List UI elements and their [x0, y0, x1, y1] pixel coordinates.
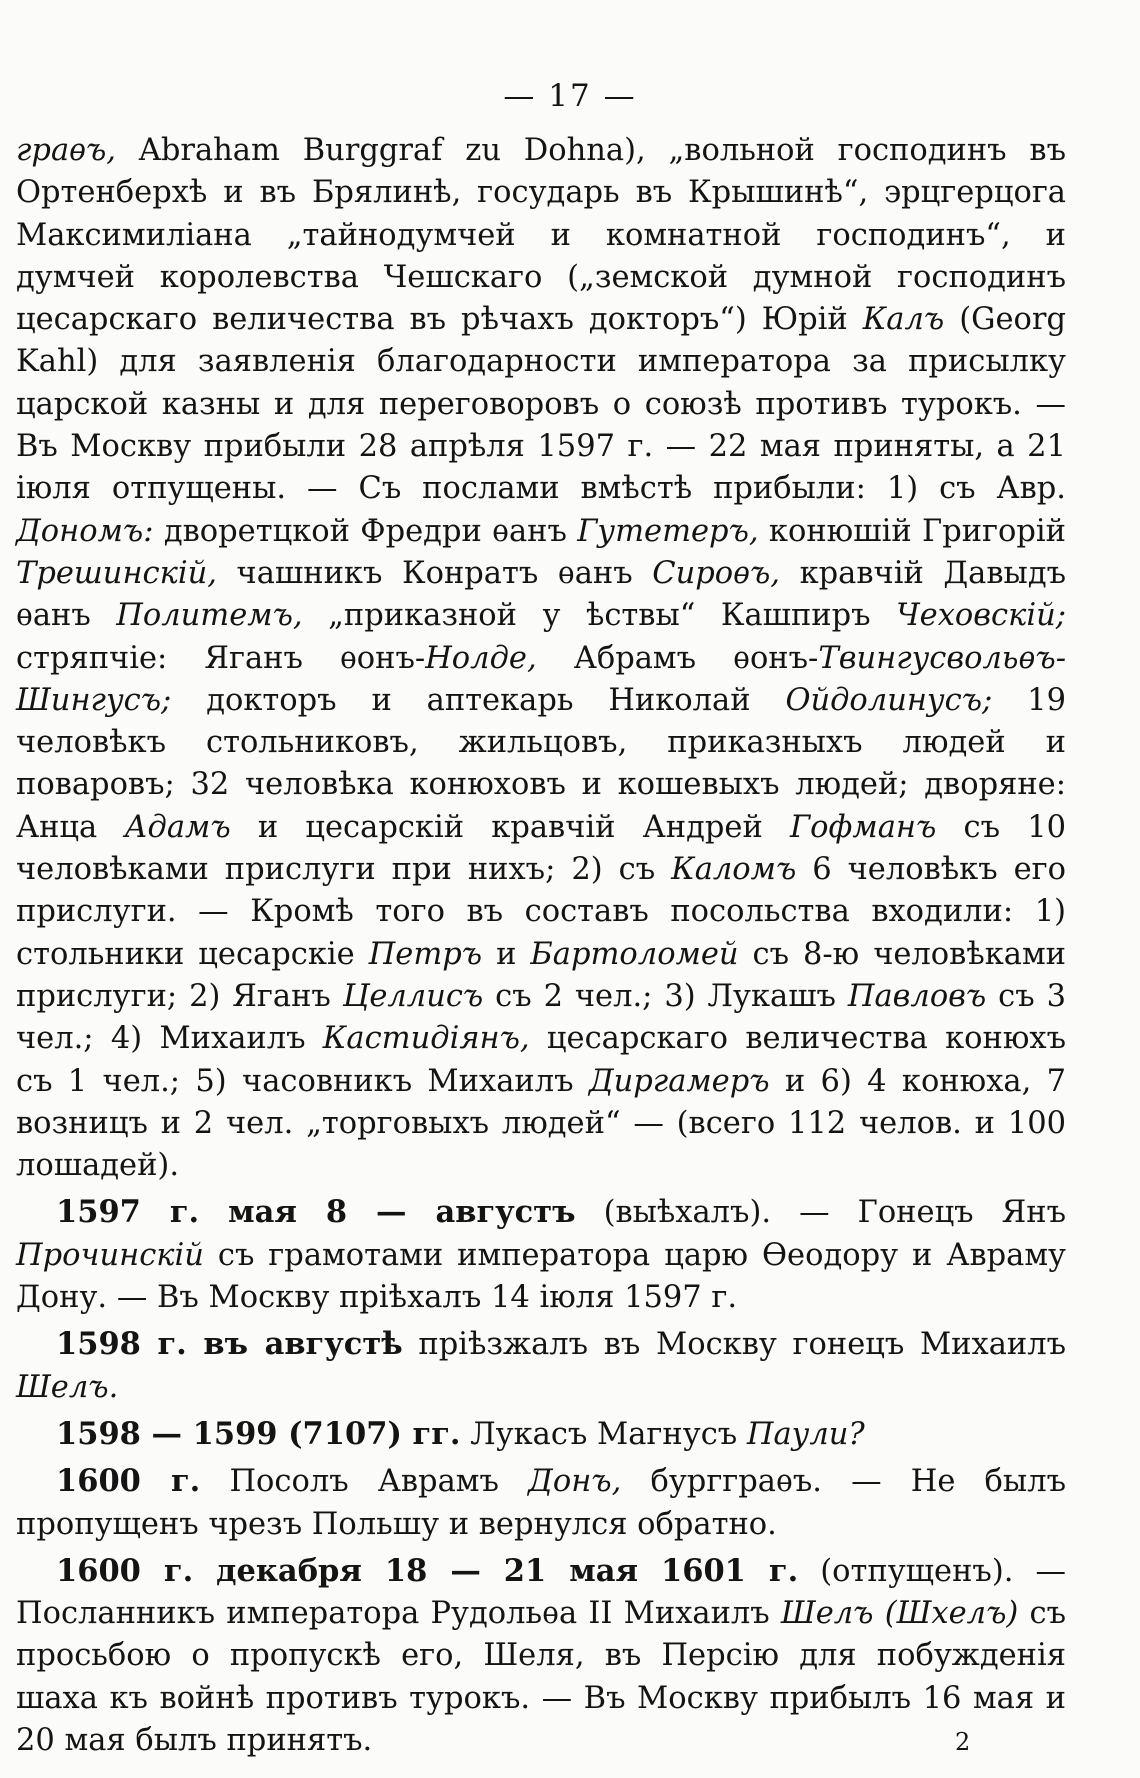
italic-name: Донъ, [528, 1464, 622, 1500]
text-run: (выѣхалъ). — Гонецъ Янъ [575, 1195, 1066, 1231]
italic-name: Политемъ, [116, 598, 303, 634]
italic-name: Адамъ [124, 809, 231, 845]
italic-name: Бартоломей [530, 936, 739, 972]
text-run: цесарскаго величества конюхъ съ 1 чел.; 5) часовникъ Михаилъ [16, 1021, 1066, 1099]
text-run: Abraham Burggraf zu Dohna), „вольной господинъ въ Ортенберхѣ и въ Брялинѣ, государь въ Крышинѣ“, эрцгерцога Максимиліана „тайнодумчей и комнатной господинъ“, и думчей королевства Чешскаго („земской думной господинъ цесарскаго величества въ рѣчахъ докторъ“) Юрій [16, 133, 1066, 338]
italic-name: Чеховскій; [896, 598, 1066, 634]
italic-name: Каломъ [671, 852, 797, 888]
page-number: — 17 — [503, 78, 637, 114]
text-run: съ 10 человѣками прислуги при нихъ; 2) съ [16, 809, 1067, 888]
chronicle-entry [16, 1550, 1066, 1762]
italic-name: Дономъ: [16, 513, 154, 549]
text-run: и [482, 936, 531, 972]
chronicle-entry [16, 1460, 1066, 1546]
text-run: Абрамъ ѳонъ- [536, 640, 819, 676]
date-heading: 1600 г. декабря 18 — 21 мая 1601 г. [56, 1552, 799, 1589]
italic-name: Шелъ. [16, 1369, 119, 1405]
text-run: 19 человѣкъ стольниковъ, жильцовъ, приказныхъ людей и поваровъ; 32 человѣка конюховъ и кошевыхъ людей; дворяне: Анца [16, 682, 1066, 845]
text-run: „приказной у ѣствы“ Кашпиръ [302, 598, 897, 634]
italic-name: Гофманъ [789, 809, 937, 845]
text-run: чашникъ Конратъ ѳанъ [216, 555, 653, 591]
italic-name: Кастидіянъ, [322, 1021, 530, 1057]
date-heading: 1598 г. въ августѣ [56, 1326, 403, 1363]
text-run: и цесарскій кравчій Андрей [230, 809, 790, 845]
italic-name: Шелъ (Шхелъ) [780, 1596, 1019, 1632]
text-run: съ 2 чел.; 3) Лукашъ [483, 978, 848, 1014]
date-heading: 1600 г. [56, 1463, 201, 1500]
text-run: Посолъ Аврамъ [200, 1464, 529, 1500]
text-run: 6 человѣкъ его прислуги. — Кромѣ того въ составъ посольства входили: 1) стольники цесарскіе [16, 852, 1066, 972]
italic-name: Ойдолинусъ; [785, 682, 993, 718]
italic-name: Паули? [746, 1416, 865, 1452]
italic-name: Твингусвольѳъ-Шингусъ; [16, 640, 1066, 718]
chronicle-entry [16, 1413, 1066, 1456]
italic-name: Калъ [862, 302, 945, 338]
text-run: (Georg Kahl) для заявленія благодарности императора за присылку царской казны и для переговоровъ о союзѣ противъ турокъ. — Въ Москву прибыли 28 апрѣля 1597 г. — 22 мая приняты, а 21 іюля отпущены. — Съ послами вмѣстѣ прибыли: 1) съ Авр. [16, 302, 1066, 507]
text-run: съ 3 чел.; 4) Михаилъ [16, 978, 1066, 1057]
paragraph-continued [16, 130, 1066, 1187]
italic-name: Целлисъ [342, 978, 484, 1014]
text-run: конюшій Григорій [758, 513, 1066, 549]
text-run: съ просьбою о пропускѣ его, Шеля, въ Персію для побужденія шаха къ войнѣ противъ турокъ. — Въ Москву прибылъ 16 мая и 20 мая былъ принятъ. [16, 1596, 1066, 1758]
italic-name: Трешинскій, [16, 555, 217, 591]
text-run: стряпчіе: Яганъ ѳонъ- [16, 640, 426, 676]
text-run: пріѣзжалъ въ Москву гонецъ Михаилъ [402, 1327, 1066, 1363]
text-run: бургграѳъ. — Не былъ пропущенъ чрезъ Польшу и вернулся обратно. [16, 1464, 1066, 1542]
text-run: Лукасъ Магнусъ [460, 1416, 747, 1452]
italic-name: Сироѳъ, [652, 555, 780, 591]
date-heading: 1598 — 1599 (7107) гг. [56, 1415, 461, 1452]
text-run: (отпущенъ). — Посланникъ императора Рудольѳа II Михаилъ [16, 1553, 1066, 1632]
date-heading: 1597 г. мая 8 — августъ [56, 1194, 576, 1231]
signature-mark: 2 [955, 1728, 971, 1756]
text-run: и 6) 4 конюха, 7 возницъ и 2 чел. „торговыхъ людей“ — (всего 112 челов. и 100 лошадей). [16, 1063, 1066, 1184]
italic-name: Петръ [368, 936, 483, 972]
chronicle-entry [16, 1191, 1066, 1319]
italic-name: граѳъ, [16, 133, 116, 168]
chronicle-entry [16, 1323, 1066, 1409]
italic-name: Нолде, [425, 640, 537, 676]
italic-name: Павловъ [847, 978, 987, 1014]
text-run: съ грамотами императора царю Ѳеодору и Авраму Дону. — Въ Москву пріѣхалъ 14 іюля 1597 г. [16, 1237, 1066, 1316]
text-run: кравчій Давыдъ ѳанъ [16, 555, 1066, 634]
text-run: докторъ и аптекарь Николай [171, 682, 786, 718]
italic-name: Прочинскій [16, 1237, 204, 1273]
text-run: съ 8-ю человѣками прислуги; 2) Яганъ [16, 936, 1067, 1014]
text-run: дворетцкой Фредри ѳанъ [153, 513, 578, 549]
italic-name: Гутетеръ, [577, 513, 759, 549]
body-text [16, 130, 1066, 1762]
italic-name: Диргамеръ [588, 1063, 770, 1099]
